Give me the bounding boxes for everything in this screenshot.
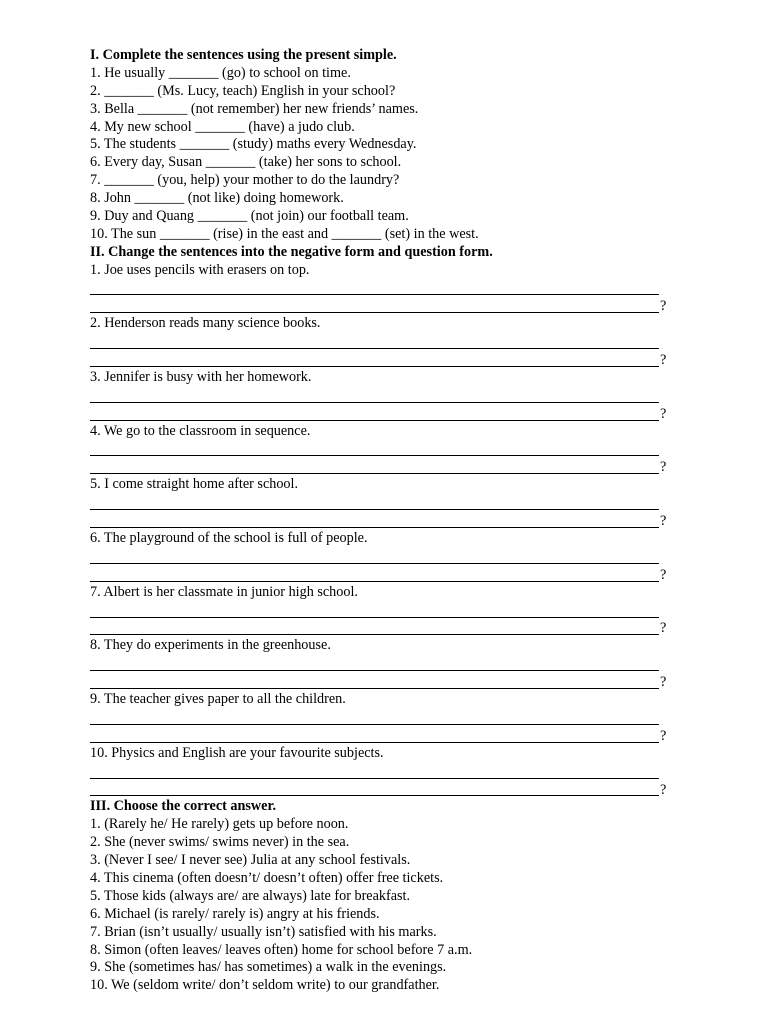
exercise-item: 1. He usually _______ (go) to school on time. <box>90 64 351 81</box>
sentence-item: 2. Henderson reads many science books. <box>90 315 321 332</box>
choice-item: 3. (Never I see/ I never see) Julia at any school festivals. <box>90 852 411 869</box>
question-mark: ? <box>660 459 667 476</box>
question-answer-line[interactable] <box>90 297 680 315</box>
exercise-item: 9. Duy and Quang _______ (not join) our football team. <box>90 208 409 225</box>
question-answer-line[interactable] <box>90 458 680 476</box>
exercise-item: 6. Every day, Susan _______ (take) her sons to school. <box>90 154 402 171</box>
exercise-item: 4. My new school _______ (have) a judo club. <box>90 118 355 135</box>
negative-answer-line[interactable] <box>90 655 680 673</box>
negative-answer-line[interactable] <box>90 333 680 351</box>
negative-answer-line[interactable] <box>90 548 680 566</box>
exercise-item: 3. Bella _______ (not remember) her new friends’ names. <box>90 100 419 117</box>
sentence-item: 6. The playground of the school is full of people. <box>90 530 368 547</box>
sentence-item: 5. I come straight home after school. <box>90 476 299 493</box>
choice-item: 10. We (seldom write/ don’t seldom write) to our grandfather. <box>90 977 440 994</box>
exercise-item: 8. John _______ (not like) doing homework. <box>90 190 344 207</box>
question-mark: ? <box>660 674 667 691</box>
choice-item: 6. Michael (is rarely/ rarely is) angry at his friends. <box>90 905 380 922</box>
sentence-item: 8. They do experiments in the greenhouse. <box>90 637 331 654</box>
section-3-heading: III. Choose the correct answer. <box>90 798 276 815</box>
question-mark: ? <box>660 566 667 583</box>
question-answer-line[interactable] <box>90 512 680 530</box>
section-2-heading: II. Change the sentences into the negative form and question form. <box>90 243 493 260</box>
question-mark: ? <box>660 781 667 798</box>
question-mark: ? <box>660 727 667 744</box>
question-answer-line[interactable] <box>90 351 680 369</box>
sentence-item: 3. Jennifer is busy with her homework. <box>90 369 312 386</box>
sentence-item: 1. Joe uses pencils with erasers on top. <box>90 261 310 278</box>
sentence-item: 7. Albert is her classmate in junior high school. <box>90 583 358 600</box>
exercise-item: 5. The students _______ (study) maths every Wednesday. <box>90 136 417 153</box>
question-mark: ? <box>660 405 667 422</box>
exercise-item: 2. _______ (Ms. Lucy, teach) English in your school? <box>90 82 396 99</box>
choice-item: 7. Brian (isn’t usually/ usually isn’t) satisfied with his marks. <box>90 923 437 940</box>
question-mark: ? <box>660 620 667 637</box>
section-3-items <box>90 816 680 995</box>
question-mark: ? <box>660 513 667 530</box>
negative-answer-line[interactable] <box>90 709 680 727</box>
section-2-items <box>90 262 680 799</box>
choice-item: 9. She (sometimes has/ has sometimes) a walk in the evenings. <box>90 959 447 976</box>
negative-answer-line[interactable] <box>90 494 680 512</box>
negative-answer-line[interactable] <box>90 763 680 781</box>
sentence-item: 10. Physics and English are your favourite subjects. <box>90 744 384 761</box>
choice-item: 2. She (never swims/ swims never) in the sea. <box>90 834 350 851</box>
question-answer-line[interactable] <box>90 673 680 691</box>
question-mark: ? <box>660 298 667 315</box>
question-answer-line[interactable] <box>90 620 680 638</box>
sentence-item: 4. We go to the classroom in sequence. <box>90 422 311 439</box>
choice-item: 5. Those kids (always are/ are always) late for breakfast. <box>90 887 411 904</box>
section-1-items <box>90 65 680 244</box>
negative-answer-line[interactable] <box>90 280 680 298</box>
negative-answer-line[interactable] <box>90 602 680 620</box>
negative-answer-line[interactable] <box>90 387 680 405</box>
sentence-item: 9. The teacher gives paper to all the children. <box>90 691 346 708</box>
question-answer-line[interactable] <box>90 405 680 423</box>
negative-answer-line[interactable] <box>90 441 680 459</box>
question-answer-line[interactable] <box>90 727 680 745</box>
choice-item: 8. Simon (often leaves/ leaves often) home for school before 7 a.m. <box>90 941 473 958</box>
question-mark: ? <box>660 352 667 369</box>
choice-item: 4. This cinema (often doesn’t/ doesn’t often) offer free tickets. <box>90 869 444 886</box>
choice-item: 1. (Rarely he/ He rarely) gets up before noon. <box>90 816 349 833</box>
question-answer-line[interactable] <box>90 566 680 584</box>
question-answer-line[interactable] <box>90 781 680 799</box>
worksheet <box>90 47 680 995</box>
exercise-item: 7. _______ (you, help) your mother to do the laundry? <box>90 172 400 189</box>
section-1-heading: I. Complete the sentences using the present simple. <box>90 47 397 63</box>
exercise-item: 10. The sun _______ (rise) in the east and _______ (set) in the west. <box>90 225 479 242</box>
